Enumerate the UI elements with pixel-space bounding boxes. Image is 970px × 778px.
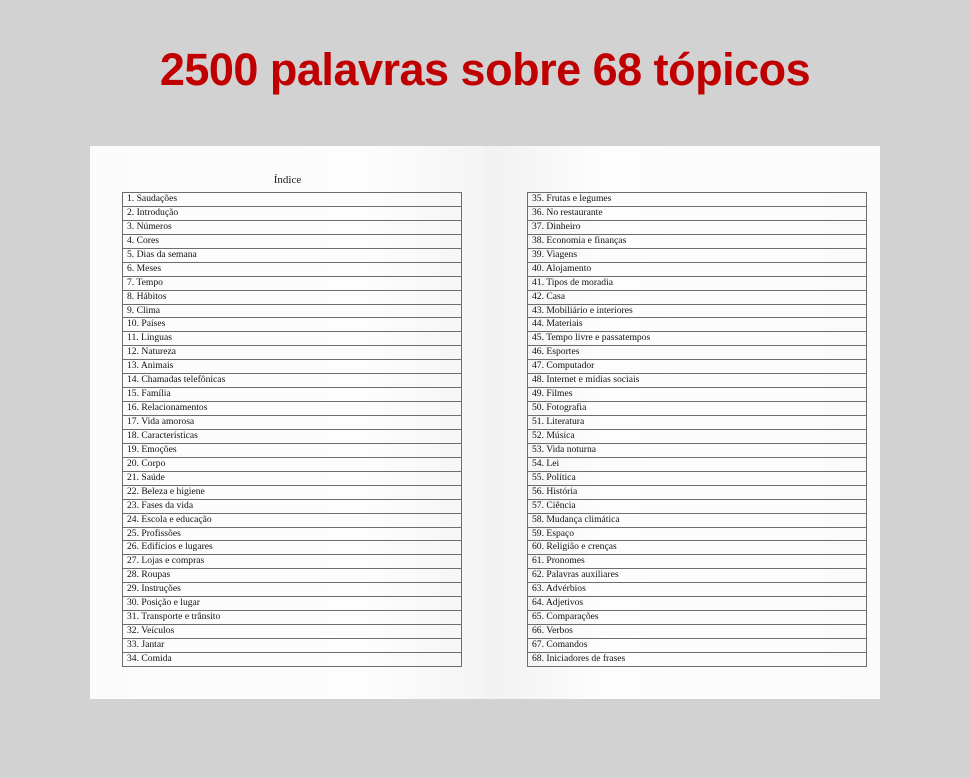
list-item: 67. Comandos xyxy=(528,639,866,653)
list-item: 16. Relacionamentos xyxy=(123,402,461,416)
list-item: 13. Animais xyxy=(123,360,461,374)
list-item: 35. Frutas e legumes xyxy=(528,193,866,207)
list-item: 2. Introdução xyxy=(123,207,461,221)
list-item: 52. Música xyxy=(528,430,866,444)
list-item: 48. Internet e mídias sociais xyxy=(528,374,866,388)
list-item: 24. Escola e educação xyxy=(123,514,461,528)
list-item: 6. Meses xyxy=(123,263,461,277)
list-item: 30. Posição e lugar xyxy=(123,597,461,611)
list-item: 43. Mobiliário e interiores xyxy=(528,305,866,319)
list-item: 14. Chamadas telefônicas xyxy=(123,374,461,388)
list-item: 37. Dinheiro xyxy=(528,221,866,235)
list-item: 21. Saúde xyxy=(123,472,461,486)
list-item: 4. Cores xyxy=(123,235,461,249)
list-item: 62. Palavras auxiliares xyxy=(528,569,866,583)
list-item: 50. Fotografia xyxy=(528,402,866,416)
list-item: 60. Religião e crenças xyxy=(528,541,866,555)
list-item: 33. Jantar xyxy=(123,639,461,653)
list-item: 57. Ciência xyxy=(528,500,866,514)
list-item: 42. Casa xyxy=(528,291,866,305)
toc-list-left xyxy=(122,192,462,667)
list-item: 56. História xyxy=(528,486,866,500)
list-item: 34. Comida xyxy=(123,653,461,667)
list-item: 66. Verbos xyxy=(528,625,866,639)
toc-list-right xyxy=(527,192,867,667)
list-item: 39. Viagens xyxy=(528,249,866,263)
list-item: 46. Esportes xyxy=(528,346,866,360)
list-item: 53. Vida noturna xyxy=(528,444,866,458)
list-item: 3. Números xyxy=(123,221,461,235)
list-item: 55. Política xyxy=(528,472,866,486)
left-page-heading: Índice xyxy=(273,174,302,186)
list-item: 23. Fases da vida xyxy=(123,500,461,514)
list-item: 12. Natureza xyxy=(123,346,461,360)
list-item: 8. Hábitos xyxy=(123,291,461,305)
list-item: 68. Iniciadores de frases xyxy=(528,653,866,667)
list-item: 27. Lojas e compras xyxy=(123,555,461,569)
list-item: 10. Países xyxy=(123,318,461,332)
page-title: 2500 palavras sobre 68 tópicos xyxy=(159,44,811,95)
list-item: 49. Filmes xyxy=(528,388,866,402)
list-item: 28. Roupas xyxy=(123,569,461,583)
list-item: 38. Economia e finanças xyxy=(528,235,866,249)
list-item: 9. Clima xyxy=(123,305,461,319)
list-item: 63. Advérbios xyxy=(528,583,866,597)
list-item: 15. Família xyxy=(123,388,461,402)
list-item: 59. Espaço xyxy=(528,528,866,542)
list-item: 36. No restaurante xyxy=(528,207,866,221)
list-item: 20. Corpo xyxy=(123,458,461,472)
list-item: 7. Tempo xyxy=(123,277,461,291)
list-item: 32. Veículos xyxy=(123,625,461,639)
left-page xyxy=(90,146,485,699)
list-item: 45. Tempo livre e passatempos xyxy=(528,332,866,346)
list-item: 40. Alojamento xyxy=(528,263,866,277)
list-item: 47. Computador xyxy=(528,360,866,374)
right-page xyxy=(485,146,880,699)
list-item: 51. Literatura xyxy=(528,416,866,430)
list-item: 29. Instruções xyxy=(123,583,461,597)
list-item: 1. Saudações xyxy=(123,193,461,207)
book-spread xyxy=(90,146,880,699)
list-item: 61. Pronomes xyxy=(528,555,866,569)
list-item: 25. Profissões xyxy=(123,528,461,542)
list-item: 58. Mudança climática xyxy=(528,514,866,528)
list-item: 5. Dias da semana xyxy=(123,249,461,263)
list-item: 44. Materiais xyxy=(528,318,866,332)
list-item: 17. Vida amorosa xyxy=(123,416,461,430)
list-item: 11. Línguas xyxy=(123,332,461,346)
list-item: 64. Adjetivos xyxy=(528,597,866,611)
list-item: 18. Características xyxy=(123,430,461,444)
list-item: 19. Emoções xyxy=(123,444,461,458)
list-item: 41. Tipos de moradia xyxy=(528,277,866,291)
list-item: 26. Edifícios e lugares xyxy=(123,541,461,555)
list-item: 65. Comparações xyxy=(528,611,866,625)
list-item: 22. Beleza e higiene xyxy=(123,486,461,500)
list-item: 54. Lei xyxy=(528,458,866,472)
list-item: 31. Transporte e trânsito xyxy=(123,611,461,625)
